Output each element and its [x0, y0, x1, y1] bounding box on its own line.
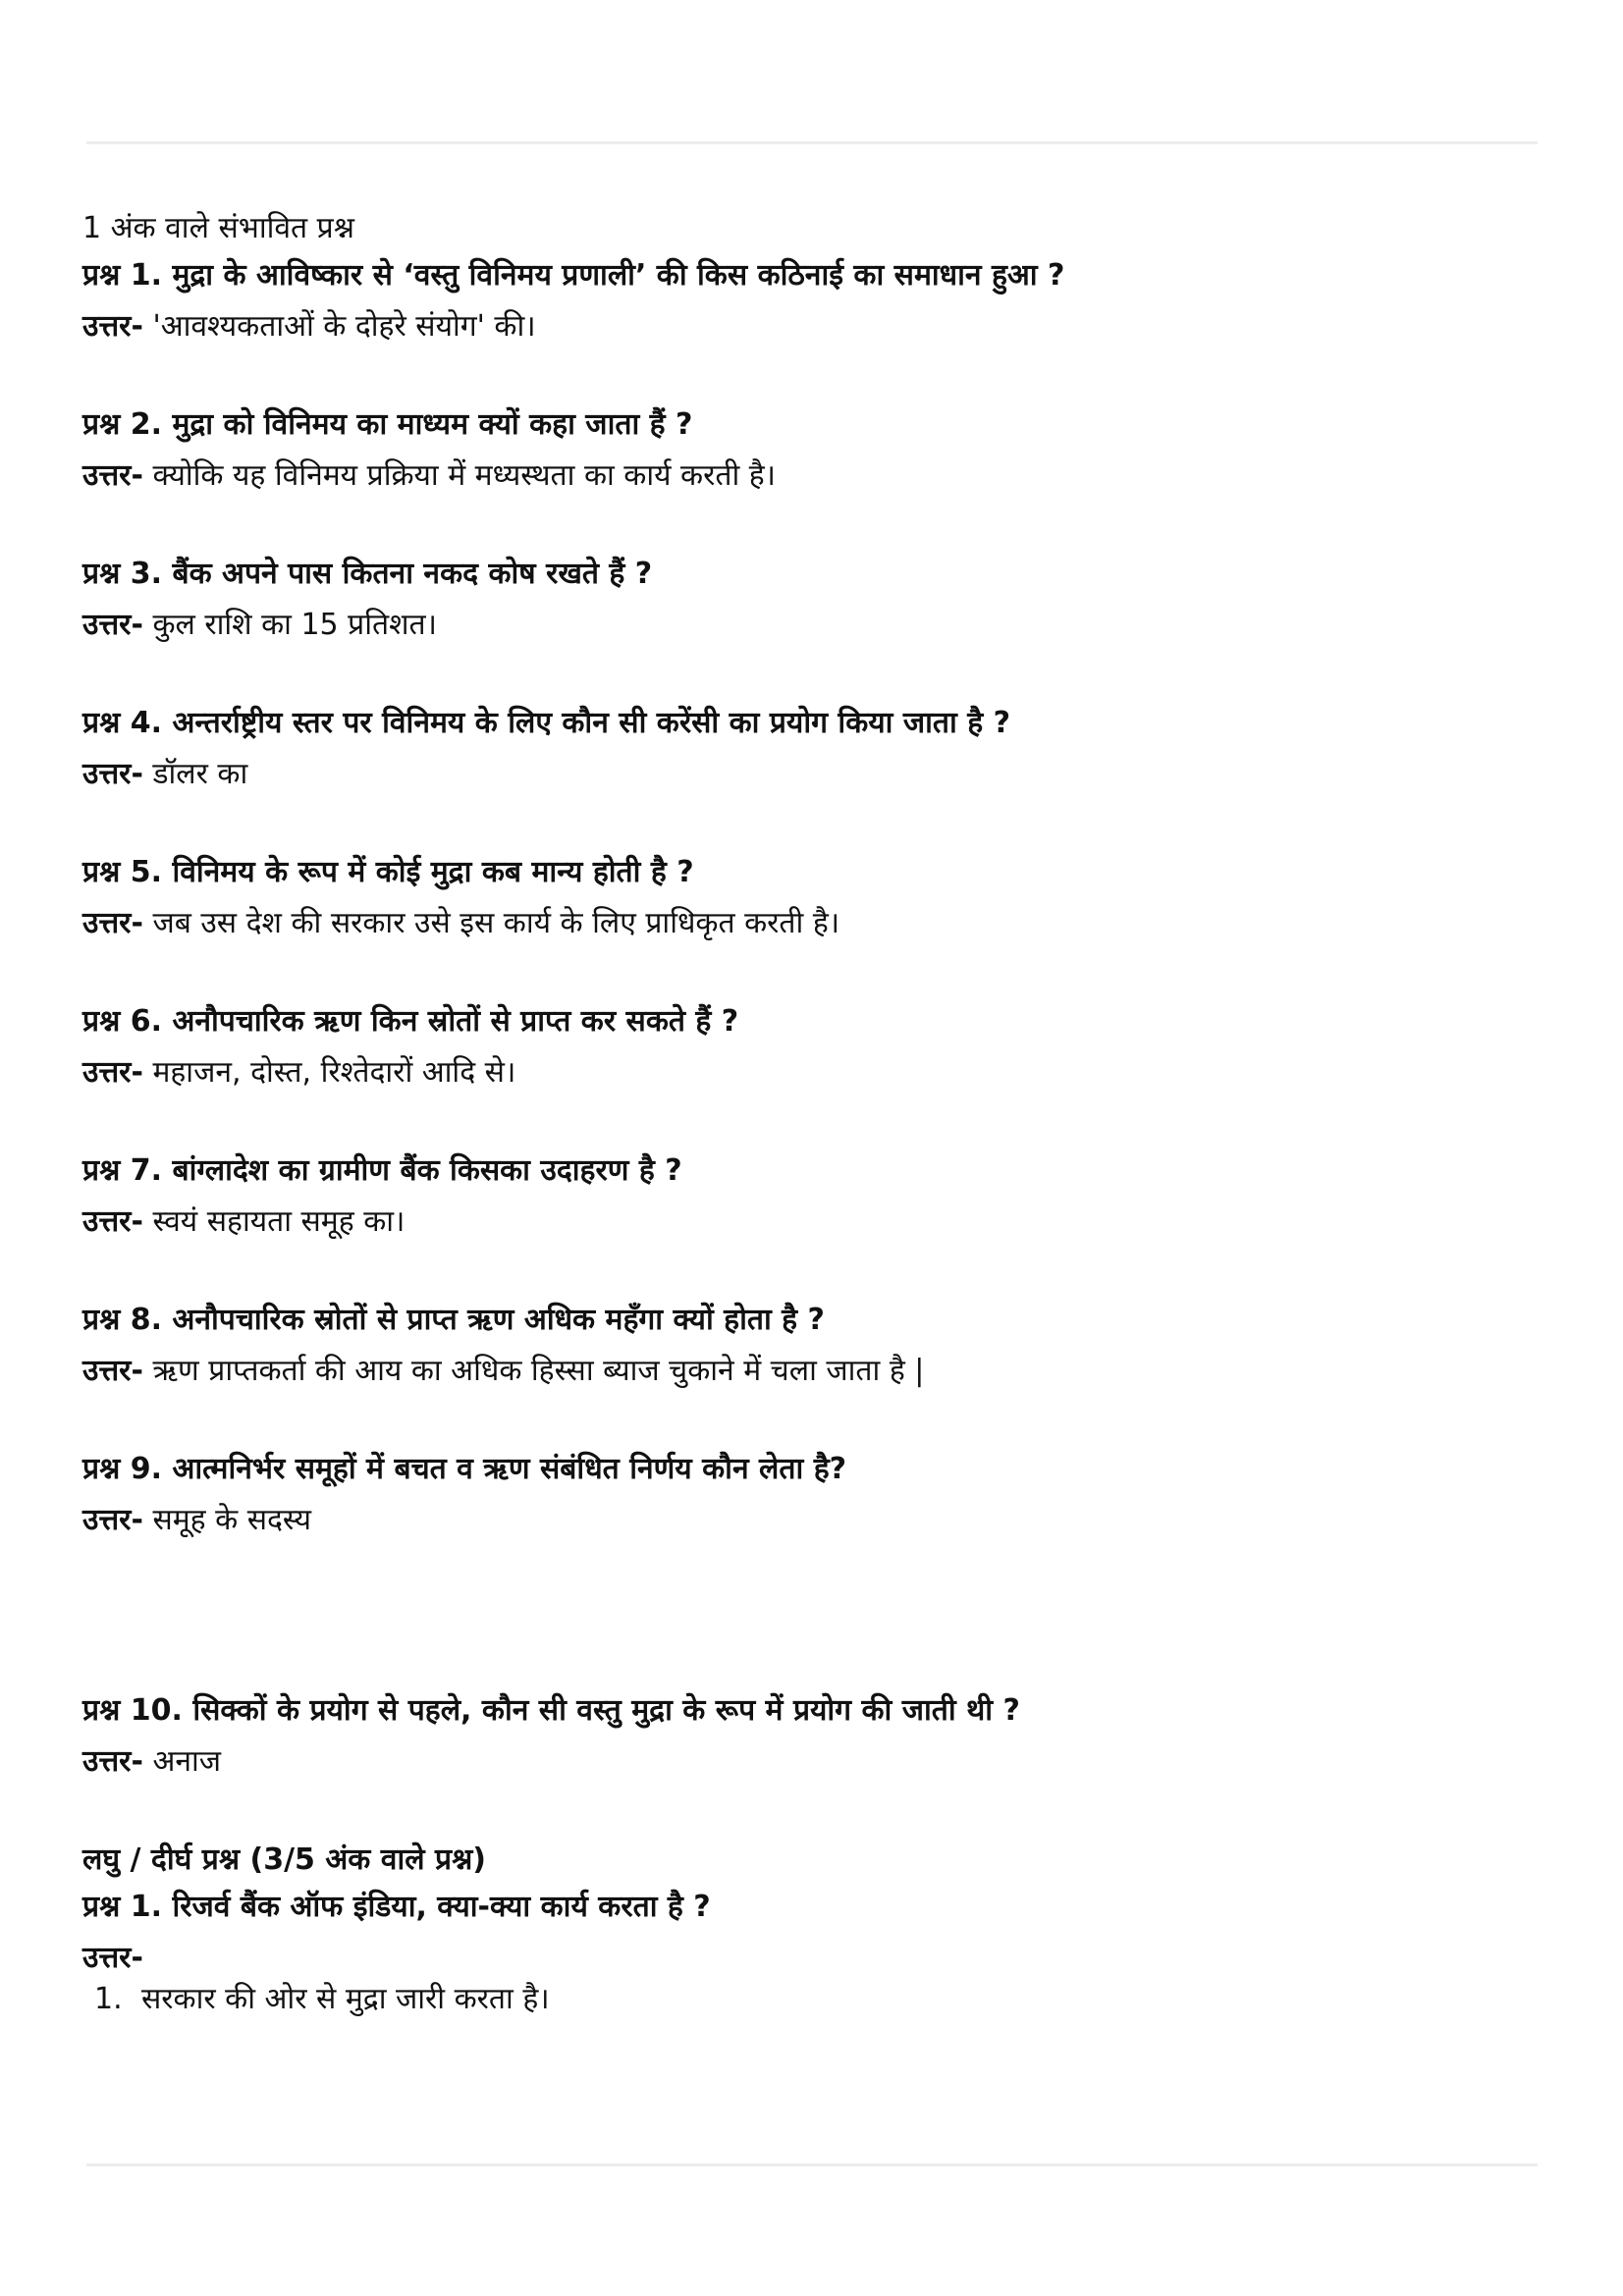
answer-text: 'आवश्यकताओं के दोहरे संयोग' की।	[142, 309, 536, 344]
answer-text: ऋण प्राप्तकर्ता की आय का अधिक हिस्सा ब्याज चुकाने में चला जाता है |	[142, 1354, 925, 1388]
question-7: प्रश्न 7. बांग्लादेश का ग्रामीण बैंक किसका उदाहरण है ?	[82, 1153, 682, 1188]
question-2: प्रश्न 2. मुद्रा को विनिमय का माध्यम क्यों कहा जाता हैं ?	[82, 407, 693, 442]
answer-label: उत्तर-	[82, 757, 143, 791]
question-9: प्रश्न 9. आत्मनिर्भर समूहों में बचत व ऋण संबंधित निर्णय कौन लेता है?	[82, 1452, 847, 1486]
list-item-text: सरकार की ओर से मुद्रा जारी करता है।	[141, 1982, 550, 2016]
answer-label: उत्तर-	[82, 1055, 143, 1090]
answer-2	[82, 455, 1545, 497]
answer-label: उत्तर-	[82, 458, 143, 493]
answer-text: स्वयं सहायता समूह का।	[142, 1204, 406, 1239]
answer-4	[82, 754, 1545, 795]
answer-text: कुल राशि का 15 प्रतिशत।	[142, 608, 437, 642]
section-heading-one-mark: 1 अंक वाले संभावित प्रश्न	[82, 211, 354, 245]
question-6: प्रश्न 6. अनौपचारिक ऋण किन स्रोतों से प्राप्त कर सकते हैं ?	[82, 1004, 739, 1039]
answer-1	[82, 306, 1545, 347]
answer-label: उत्तर-	[82, 608, 143, 642]
answer-9	[82, 1500, 1545, 1541]
long-answer-1-label: उत्तर-	[82, 1941, 143, 1975]
top-divider	[86, 141, 1538, 144]
answer-text: महाजन, दोस्त, रिश्तेदारों आदि से।	[142, 1055, 516, 1090]
question-5: प्रश्न 5. विनिमय के रूप में कोई मुद्रा कब मान्य होती है ?	[82, 855, 694, 889]
answer-6	[82, 1052, 1545, 1094]
answer-3	[82, 605, 1545, 646]
bottom-divider	[86, 2163, 1538, 2166]
answer-label: उत्तर-	[82, 1354, 143, 1388]
question-1: प्रश्न 1. मुद्रा के आविष्कार से ‘वस्तु विनिमय प्रणाली’ की किस कठिनाई का समाधान हुआ ?	[82, 258, 1065, 293]
answer-text: अनाज	[142, 1744, 222, 1779]
answer-5	[82, 903, 1545, 944]
answer-10	[82, 1741, 1545, 1783]
answer-7	[82, 1201, 1545, 1243]
answer-text: समूह के सदस्य	[142, 1503, 311, 1537]
question-4: प्रश्न 4. अन्तर्राष्ट्रीय स्तर पर विनिमय के लिए कौन सी करेंसी का प्रयोग किया जाता है ?	[82, 706, 1010, 740]
document-body	[82, 208, 1545, 2020]
answer-8	[82, 1351, 1545, 1392]
question-10: प्रश्न 10. सिक्कों के प्रयोग से पहले, कौन सी वस्तु मुद्रा के रूप में प्रयोग की जाती थी ?	[82, 1693, 1020, 1728]
section-heading-long-questions: लघु / दीर्घ प्रश्न (3/5 अंक वाले प्रश्न)	[82, 1842, 487, 1877]
answer-label: उत्तर-	[82, 906, 143, 940]
question-8: प्रश्न 8. अनौपचारिक स्रोतों से प्राप्त ऋण अधिक महँगा क्यों होता है ?	[82, 1303, 825, 1337]
list-item	[82, 1979, 1545, 2020]
answer-text: जब उस देश की सरकार उसे इस कार्य के लिए प्राधिकृत करती है।	[142, 906, 840, 940]
list-item-number: 1.	[94, 1982, 123, 2016]
long-question-1: प्रश्न 1. रिजर्व बैंक ऑफ इंडिया, क्या-क्या कार्य करता है ?	[82, 1890, 711, 1924]
question-3: प्रश्न 3. बैंक अपने पास कितना नकद कोष रखते हैं ?	[82, 557, 653, 591]
answer-label: उत्तर-	[82, 1204, 143, 1239]
answer-list	[82, 1979, 1545, 2020]
answer-label: उत्तर-	[82, 309, 143, 344]
answer-text: डॉलर का	[142, 757, 248, 791]
answer-label: उत्तर-	[82, 1503, 143, 1537]
answer-label: उत्तर-	[82, 1744, 143, 1779]
answer-text: क्योकि यह विनिमय प्रक्रिया में मध्यस्थता का कार्य करती है।	[142, 458, 777, 493]
